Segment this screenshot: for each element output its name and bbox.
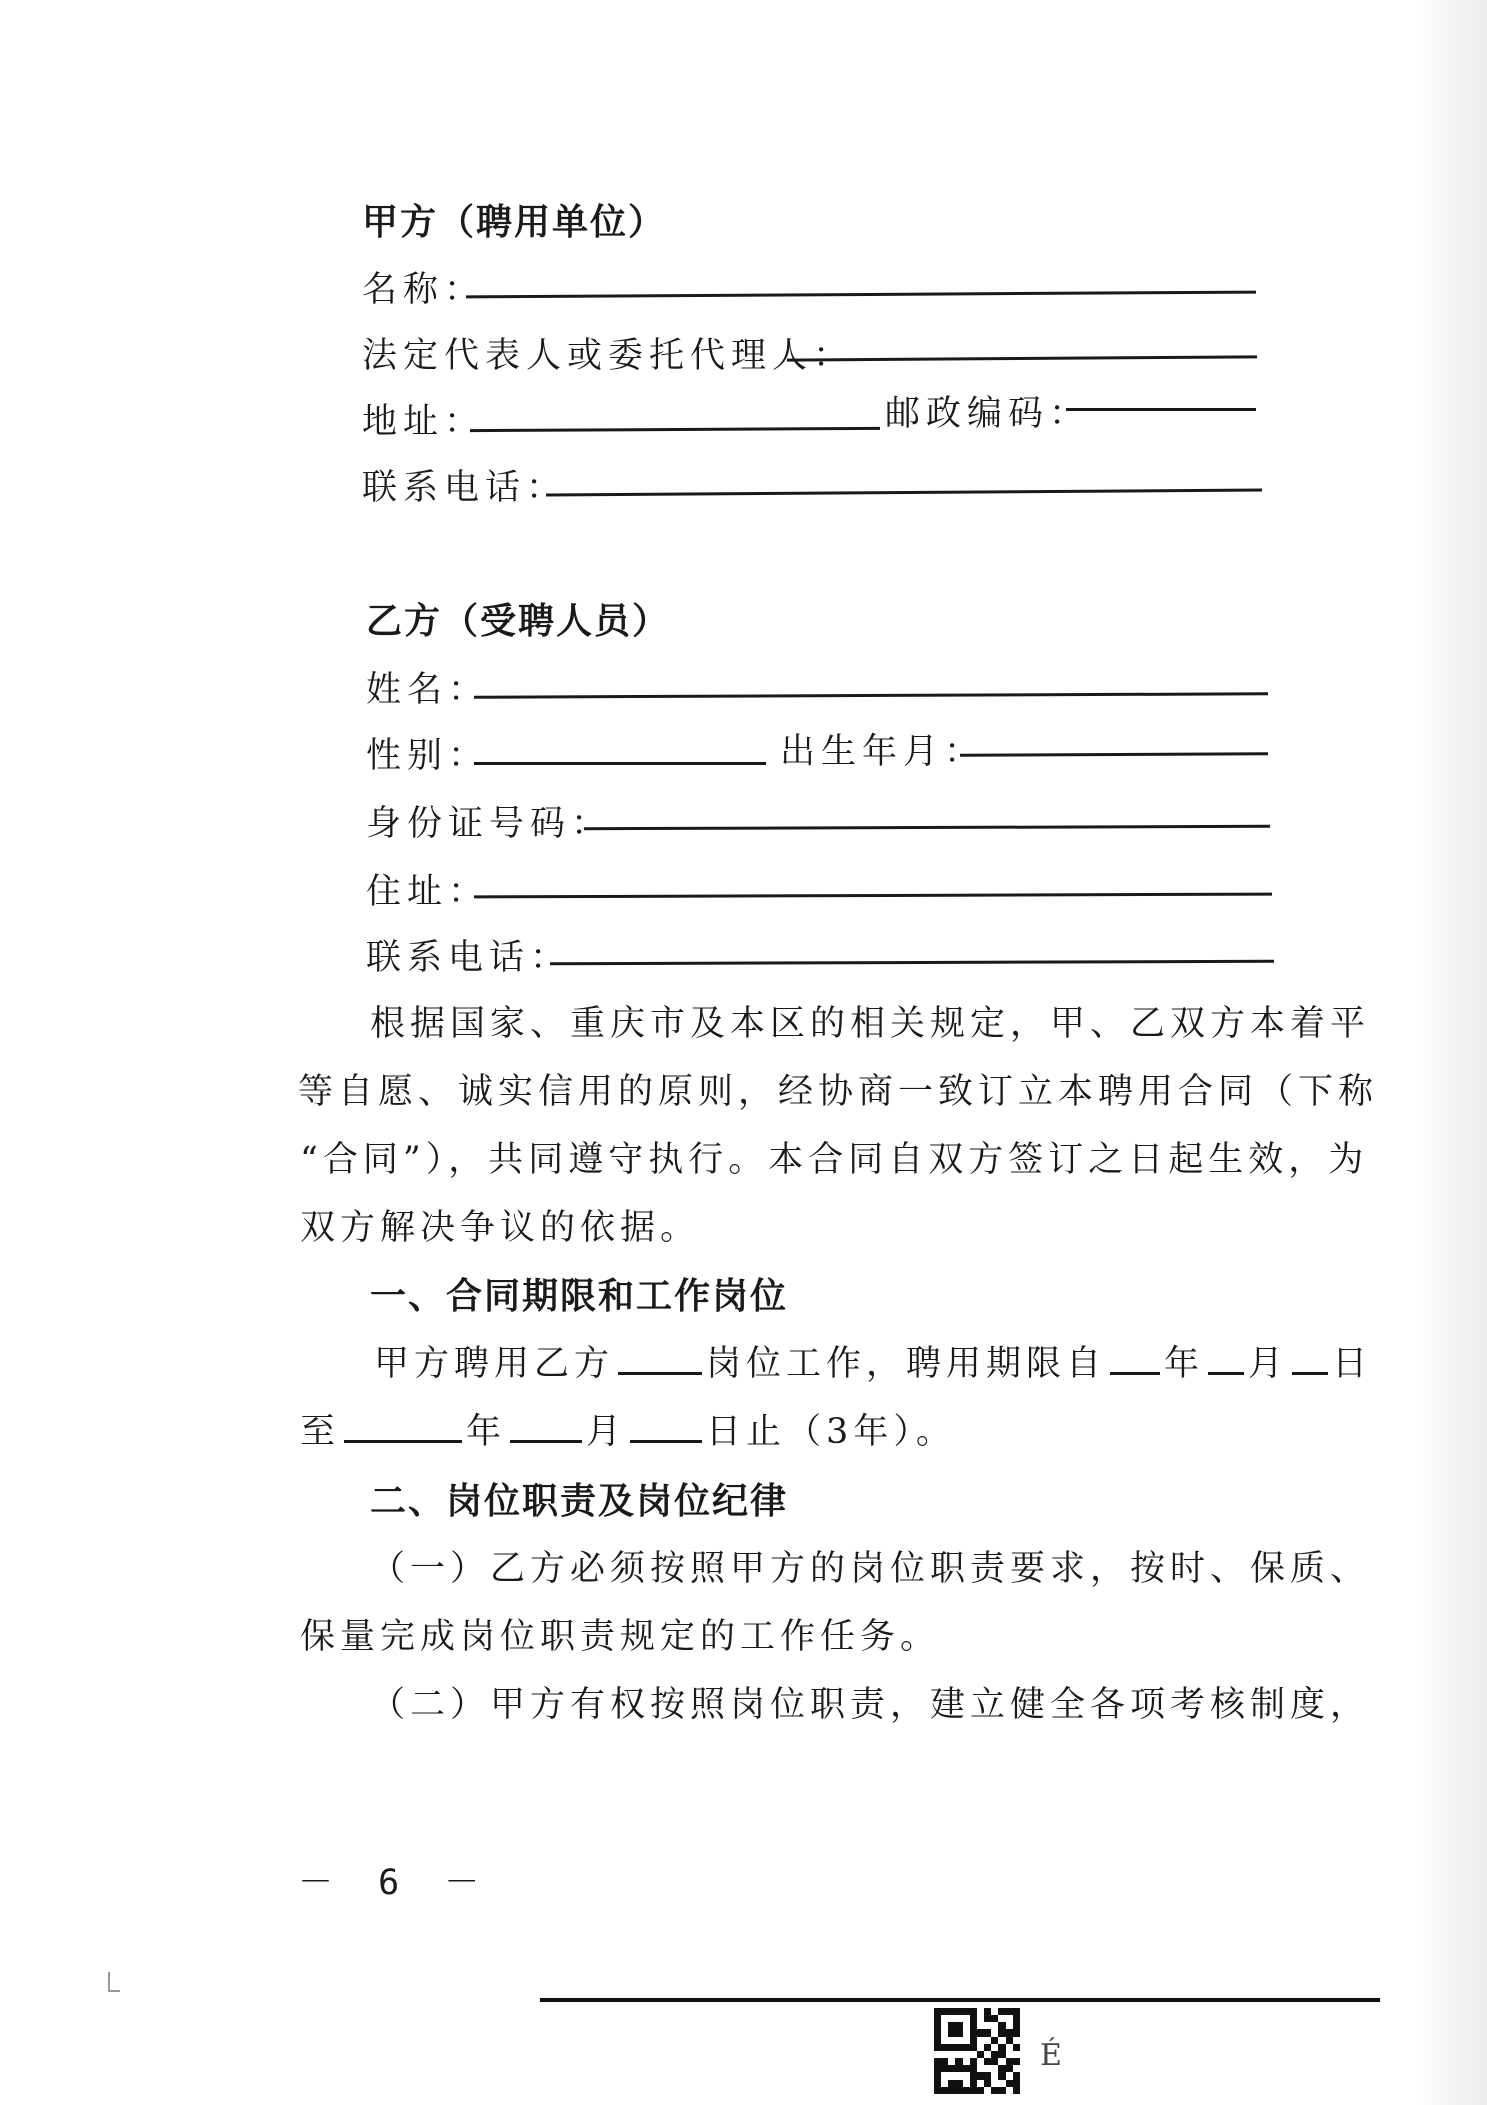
party-a-name-label: 名称：: [362, 270, 486, 310]
qr-module: [1006, 2065, 1013, 2072]
qr-module: [984, 2087, 991, 2094]
qr-module: [984, 2008, 991, 2015]
qr-module: [963, 2051, 970, 2058]
qr-module: [934, 2072, 941, 2079]
party-b-gender-field: [366, 728, 489, 778]
section-1-heading: 一、合同期限和工作岗位: [370, 1276, 789, 1317]
qr-module: [977, 2072, 984, 2079]
qr-module: [1006, 2015, 1013, 2022]
party-b-name-label: 姓名：: [366, 670, 490, 710]
party-b-gender-label: 性别：: [366, 736, 490, 776]
qr-module: [991, 2015, 998, 2022]
qr-module: [934, 2022, 941, 2029]
qr-module: [991, 2008, 998, 2015]
qr-module: [941, 2087, 948, 2094]
qr-module: [948, 2087, 955, 2094]
qr-module: [955, 2015, 962, 2022]
qr-module: [991, 2087, 998, 2094]
qr-module: [1006, 2087, 1013, 2094]
qr-module: [963, 2058, 970, 2065]
qr-module: [1006, 2072, 1013, 2079]
party-b-id-blank: [584, 825, 1270, 830]
qr-module: [970, 2058, 977, 2065]
intro-line-2: 等自愿、诚实信用的原则，经协商一致订立本聘用合同（下称: [298, 1072, 1379, 1112]
qr-module: [941, 2044, 948, 2051]
qr-module: [970, 2044, 977, 2051]
qr-module: [955, 2037, 962, 2044]
qr-module: [984, 2058, 991, 2065]
qr-module: [963, 2044, 970, 2051]
qr-module: [970, 2065, 977, 2072]
qr-module: [998, 2058, 1005, 2065]
qr-module: [934, 2058, 941, 2065]
party-a-name-blank: [466, 291, 1256, 299]
qr-module: [1013, 2044, 1020, 2051]
qr-module: [991, 2072, 998, 2079]
qr-module: [984, 2072, 991, 2079]
qr-module: [948, 2072, 955, 2079]
qr-module: [963, 2015, 970, 2022]
party-b-phone-field: [366, 930, 571, 980]
qr-module: [948, 2044, 955, 2051]
qr-module: [998, 2044, 1005, 2051]
section-1-line-2: [300, 1404, 956, 1454]
qr-module: [955, 2022, 962, 2029]
qr-module: [1006, 2029, 1013, 2036]
qr-module: [955, 2044, 962, 2051]
party-b-phone-blank: [550, 960, 1274, 966]
s1-l2-text-a: 至: [300, 1412, 341, 1452]
qr-module: [1006, 2044, 1013, 2051]
start-month-blank: [1208, 1344, 1244, 1375]
qr-module: [934, 2029, 941, 2036]
post-blank: [618, 1344, 702, 1375]
party-a-rep-label: 法定代表人或委托代理人：: [362, 336, 855, 376]
qr-module: [998, 2065, 1005, 2072]
party-a-phone-label: 联系电话：: [362, 468, 568, 508]
qr-code: [934, 2008, 1020, 2094]
qr-module: [998, 2037, 1005, 2044]
qr-module: [977, 2087, 984, 2094]
qr-module: [963, 2072, 970, 2079]
qr-module: [977, 2051, 984, 2058]
qr-module: [948, 2065, 955, 2072]
qr-module: [1013, 2087, 1020, 2094]
party-a-postcode-field: [885, 386, 1090, 436]
qr-module: [970, 2008, 977, 2015]
qr-module: [963, 2037, 970, 2044]
qr-module: [941, 2037, 948, 2044]
end-month-blank: [510, 1412, 582, 1443]
s1-l1-text-c: 年: [1164, 1344, 1205, 1384]
qr-module: [1013, 2058, 1020, 2065]
party-b-birth-label: 出生年月：: [780, 732, 986, 772]
qr-module: [1006, 2008, 1013, 2015]
qr-module: [948, 2080, 955, 2087]
qr-module: [948, 2037, 955, 2044]
s1-l2-text-b: 年: [466, 1412, 507, 1452]
party-a-phone-blank: [546, 489, 1262, 497]
qr-module: [955, 2058, 962, 2065]
qr-module: [963, 2080, 970, 2087]
qr-module: [963, 2022, 970, 2029]
qr-module: [955, 2072, 962, 2079]
qr-module: [1013, 2080, 1020, 2087]
qr-module: [941, 2022, 948, 2029]
qr-module: [955, 2008, 962, 2015]
qr-module: [1013, 2008, 1020, 2015]
qr-module: [984, 2044, 991, 2051]
qr-module: [991, 2065, 998, 2072]
qr-module: [1013, 2051, 1020, 2058]
qr-module: [1006, 2080, 1013, 2087]
qr-module: [991, 2029, 998, 2036]
section-2-p1-line-1: （一）乙方必须按照甲方的岗位职责要求，按时、保质、: [370, 1549, 1371, 1589]
party-a-name-field: [362, 262, 485, 312]
qr-module: [1006, 2022, 1013, 2029]
qr-module: [1013, 2029, 1020, 2036]
qr-module: [1013, 2072, 1020, 2079]
s1-l1-text-a: 甲方聘用乙方: [374, 1344, 615, 1384]
qr-module: [970, 2051, 977, 2058]
qr-module: [977, 2037, 984, 2044]
qr-module: [948, 2015, 955, 2022]
qr-module: [934, 2065, 941, 2072]
qr-module: [998, 2051, 1005, 2058]
party-b-phone-label: 联系电话：: [366, 938, 572, 978]
qr-module: [998, 2087, 1005, 2094]
qr-module: [941, 2065, 948, 2072]
s1-l1-text-d: 月: [1248, 1344, 1289, 1384]
qr-module: [963, 2008, 970, 2015]
s1-l2-text-d: 日止（3年）。: [706, 1412, 956, 1452]
qr-module: [984, 2051, 991, 2058]
qr-module: [991, 2051, 998, 2058]
qr-module: [984, 2029, 991, 2036]
qr-module: [963, 2029, 970, 2036]
qr-module: [941, 2080, 948, 2087]
qr-module: [977, 2008, 984, 2015]
party-b-id-field: [366, 796, 612, 846]
party-a-address-label: 地址：: [362, 402, 486, 442]
qr-module: [991, 2058, 998, 2065]
qr-module: [948, 2008, 955, 2015]
section-2-p2-line-1: （二）甲方有权按照岗位职责，建立健全各项考核制度，: [370, 1685, 1371, 1725]
qr-module: [977, 2022, 984, 2029]
party-b-address-blank: [474, 893, 1272, 899]
intro-line-3: “合同”），共同遵守执行。本合同自双方签订之日起生效，为: [300, 1140, 1369, 1180]
qr-module: [970, 2015, 977, 2022]
qr-module: [934, 2015, 941, 2022]
party-a-address-blank: [470, 427, 880, 432]
party-a-heading: 甲方（聘用单位）: [362, 202, 667, 243]
party-b-gender-blank: [474, 762, 766, 765]
qr-module: [977, 2080, 984, 2087]
qr-module: [948, 2029, 955, 2036]
qr-module: [970, 2072, 977, 2079]
qr-module: [934, 2080, 941, 2087]
qr-module: [984, 2037, 991, 2044]
qr-module: [977, 2044, 984, 2051]
qr-module: [970, 2087, 977, 2094]
qr-module: [941, 2072, 948, 2079]
qr-module: [934, 2044, 941, 2051]
qr-module: [1006, 2037, 1013, 2044]
party-a-postcode-blank: [1066, 408, 1256, 411]
qr-module: [970, 2029, 977, 2036]
party-b-id-label: 身份证号码：: [366, 804, 613, 844]
qr-module: [970, 2037, 977, 2044]
qr-module: [955, 2087, 962, 2094]
qr-module: [941, 2051, 948, 2058]
end-year-blank: [344, 1412, 462, 1443]
qr-module: [955, 2065, 962, 2072]
qr-module: [998, 2029, 1005, 2036]
footer-rule: [540, 1998, 1380, 2002]
qr-mark: É: [1040, 2038, 1062, 2073]
party-a-address-field: [362, 394, 485, 444]
qr-module: [955, 2029, 962, 2036]
intro-line-4: 双方解决争议的依据。: [300, 1208, 701, 1248]
qr-module: [984, 2022, 991, 2029]
intro-line-1: 根据国家、重庆市及本区的相关规定，甲、乙双方本着平: [370, 1004, 1371, 1044]
qr-module: [941, 2058, 948, 2065]
party-a-rep-field: [362, 328, 854, 378]
party-a-rep-blank: [787, 355, 1257, 361]
qr-module: [991, 2037, 998, 2044]
qr-module: [941, 2015, 948, 2022]
qr-module: [984, 2015, 991, 2022]
qr-module: [963, 2065, 970, 2072]
qr-module: [991, 2080, 998, 2087]
s1-l1-text-e: 日: [1332, 1344, 1373, 1384]
qr-module: [934, 2037, 941, 2044]
party-a-postcode-label: 邮政编码：: [885, 394, 1091, 434]
s1-l2-text-c: 月: [586, 1412, 627, 1452]
qr-module: [998, 2080, 1005, 2087]
qr-module: [941, 2008, 948, 2015]
qr-module: [991, 2044, 998, 2051]
qr-module: [941, 2029, 948, 2036]
s1-l1-text-b: 岗位工作，聘用期限自: [706, 1344, 1107, 1384]
qr-module: [977, 2029, 984, 2036]
qr-module: [1013, 2065, 1020, 2072]
qr-module: [970, 2080, 977, 2087]
qr-module: [1013, 2022, 1020, 2029]
party-b-name-blank: [474, 692, 1268, 698]
qr-module: [998, 2022, 1005, 2029]
qr-module: [998, 2015, 1005, 2022]
section-1-line-1: [374, 1336, 1372, 1386]
start-day-blank: [1292, 1344, 1328, 1375]
party-a-phone-field: [362, 460, 567, 510]
party-b-birth-field: [780, 724, 985, 774]
party-b-birth-blank: [960, 752, 1268, 757]
qr-module: [977, 2015, 984, 2022]
section-2-heading: 二、岗位职责及岗位纪律: [370, 1481, 789, 1522]
qr-module: [1006, 2051, 1013, 2058]
qr-module: [955, 2080, 962, 2087]
qr-module: [934, 2008, 941, 2015]
qr-module: [1006, 2058, 1013, 2065]
qr-module: [977, 2058, 984, 2065]
qr-module: [977, 2065, 984, 2072]
qr-module: [955, 2051, 962, 2058]
party-b-name-field: [366, 662, 489, 712]
scan-edge-shadow: [1417, 0, 1487, 2105]
end-day-blank: [630, 1412, 702, 1443]
start-year-blank: [1110, 1344, 1160, 1375]
qr-module: [998, 2008, 1005, 2015]
qr-module: [934, 2051, 941, 2058]
page-number: － 6 －: [298, 1863, 492, 1903]
qr-module: [1013, 2015, 1020, 2022]
party-b-address-field: [366, 864, 489, 914]
party-b-address-label: 住址：: [366, 872, 490, 912]
party-b-heading: 乙方（受聘人员）: [366, 601, 671, 642]
qr-module: [984, 2065, 991, 2072]
qr-module: [1013, 2037, 1020, 2044]
qr-module: [948, 2051, 955, 2058]
qr-module: [998, 2072, 1005, 2079]
scan-corner-mark: [108, 1972, 120, 1992]
qr-module: [948, 2058, 955, 2065]
qr-module: [934, 2087, 941, 2094]
qr-module: [984, 2080, 991, 2087]
qr-module: [963, 2087, 970, 2094]
qr-module: [970, 2022, 977, 2029]
qr-module: [991, 2022, 998, 2029]
section-2-p1-line-2: 保量完成岗位职责规定的工作任务。: [300, 1617, 941, 1657]
qr-module: [948, 2022, 955, 2029]
